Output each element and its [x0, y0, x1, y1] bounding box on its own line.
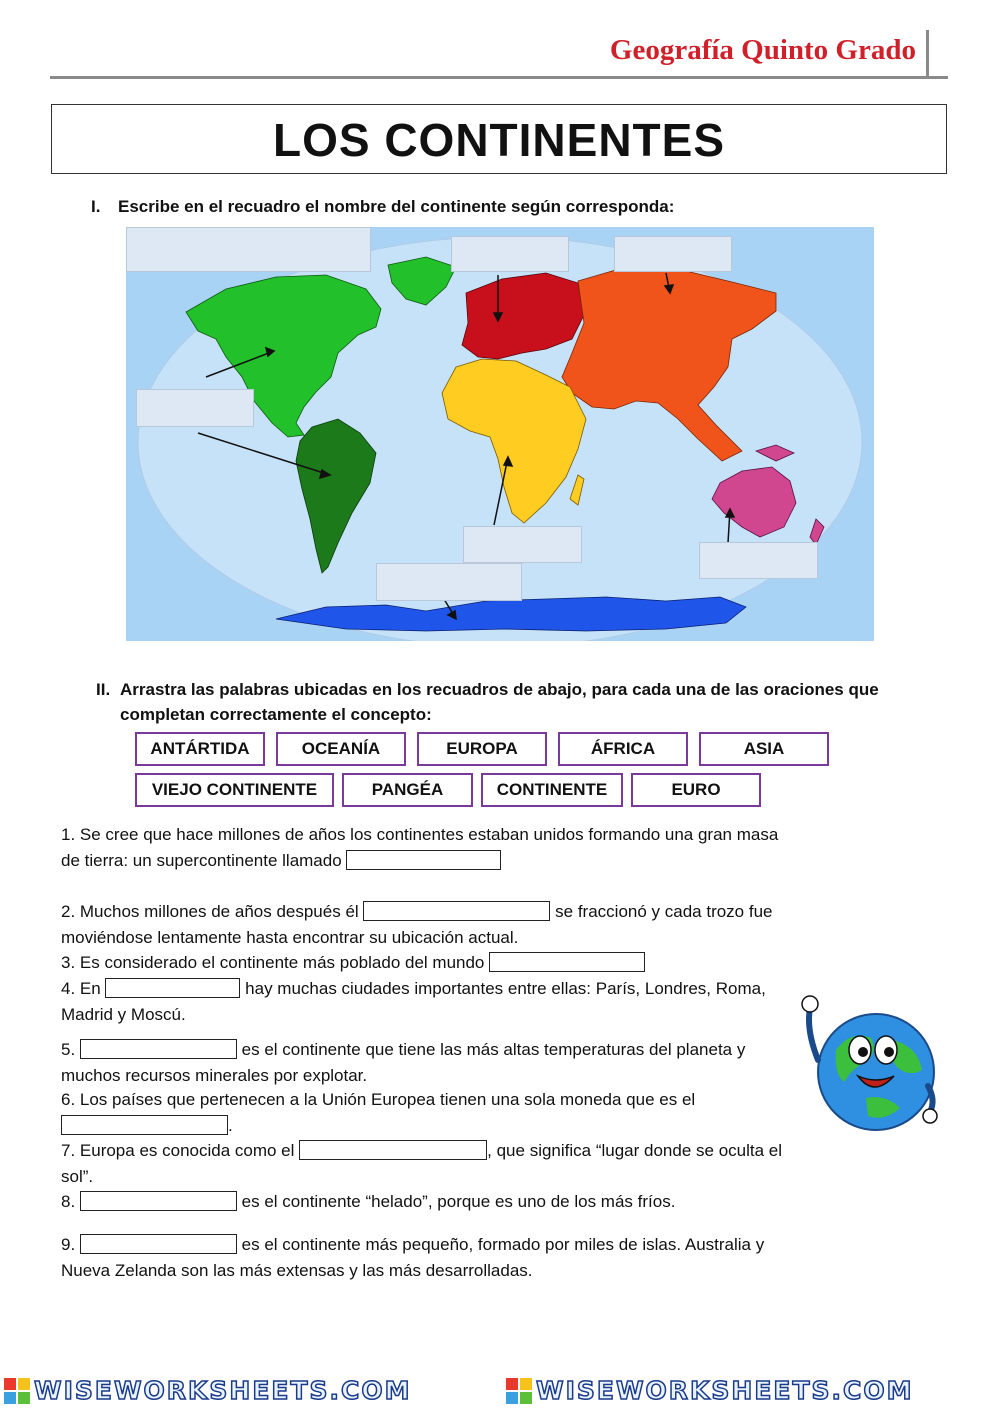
q7-part2: , que significa “lugar donde se oculta el	[487, 1141, 783, 1160]
q8-part1: 8.	[61, 1192, 76, 1211]
word-africa[interactable]: ÁFRICA	[558, 732, 688, 766]
title-box	[51, 104, 947, 174]
blank-6[interactable]	[61, 1115, 228, 1135]
question-7	[61, 1138, 851, 1189]
answer-box-asia[interactable]	[614, 236, 732, 272]
footer-brand-right: WISEWORKSHEETS.COM	[536, 1376, 914, 1405]
section2-instruction-line1: Arrastra las palabras ubicadas en los recuadros de abajo, para cada una de las oraciones que	[120, 680, 879, 699]
word-europa[interactable]: EUROPA	[417, 732, 547, 766]
answer-box-north-america[interactable]	[136, 389, 254, 427]
question-2	[61, 899, 851, 950]
q6-line1: 6. Los países que pertenecen a la Unión Europea tienen una sola moneda que es el	[61, 1090, 696, 1109]
blank-9[interactable]	[80, 1234, 237, 1254]
answer-box-top-left[interactable]	[126, 227, 371, 272]
word-oceania[interactable]: OCEANÍA	[276, 732, 406, 766]
globe-mascot-icon	[796, 990, 941, 1135]
header-divider-vertical	[926, 30, 929, 76]
q2-part2: se fraccionó y cada trozo fue	[555, 902, 773, 921]
answer-box-africa[interactable]	[463, 526, 582, 563]
word-asia[interactable]: ASIA	[699, 732, 829, 766]
question-6	[61, 1087, 851, 1138]
q1-line2: de tierra: un supercontinente llamado	[61, 850, 342, 870]
q2-line2: moviéndose lentamente hasta encontrar su ubicación actual.	[61, 927, 519, 947]
footer-logo-right	[506, 1376, 914, 1405]
q9-line2: Nueva Zelanda son las más extensas y las más desarrolladas.	[61, 1260, 533, 1280]
question-9	[61, 1232, 851, 1283]
word-continente[interactable]: CONTINENTE	[481, 773, 623, 807]
footer-brand-left: WISEWORKSHEETS.COM	[34, 1376, 412, 1405]
q1-line1: 1. Se cree que hace millones de años los continentes estaban unidos formando una gran masa	[61, 825, 779, 844]
q5-part1: 5.	[61, 1040, 76, 1059]
q4-line2: Madrid y Moscú.	[61, 1004, 186, 1024]
footer-logo-left	[4, 1376, 412, 1405]
q9-part1: 9.	[61, 1235, 76, 1254]
section2-numeral: II.	[96, 680, 111, 699]
word-pangea[interactable]: PANGÉA	[342, 773, 473, 807]
q9-part2: es el continente más pequeño, formado por miles de islas. Australia y	[241, 1235, 765, 1254]
q5-line2: muchos recursos minerales por explotar.	[61, 1065, 368, 1085]
q5-part2: es el continente que tiene las más altas temperaturas del planeta y	[241, 1040, 746, 1059]
question-8	[61, 1189, 851, 1215]
blank-8[interactable]	[80, 1191, 237, 1211]
wiseworksheets-logo-icon	[4, 1378, 30, 1404]
question-1	[61, 822, 851, 873]
q7-part1: 7. Europa es conocida como el	[61, 1141, 295, 1160]
blank-3[interactable]	[489, 952, 645, 972]
q4-part2: hay muchas ciudades importantes entre ellas: París, Londres, Roma,	[245, 979, 766, 998]
word-euro[interactable]: EURO	[631, 773, 761, 807]
blank-4[interactable]	[105, 978, 240, 998]
blank-1[interactable]	[346, 850, 501, 870]
answer-box-europe[interactable]	[451, 236, 569, 272]
q2-part1: 2. Muchos millones de años después él	[61, 902, 359, 921]
q6-end: .	[228, 1115, 233, 1135]
section1-instruction: Escribe en el recuadro el nombre del continente según corresponda:	[118, 197, 675, 216]
question-3	[61, 950, 851, 976]
question-4	[61, 976, 851, 1027]
blank-5[interactable]	[80, 1039, 237, 1059]
word-viejo-continente[interactable]: VIEJO CONTINENTE	[135, 773, 334, 807]
blank-7[interactable]	[299, 1140, 487, 1160]
answer-box-antarctica[interactable]	[376, 563, 522, 601]
q8-part2: es el continente “helado”, porque es uno de los más fríos.	[241, 1192, 676, 1211]
q3-text: 3. Es considerado el continente más poblado del mundo	[61, 953, 485, 972]
blank-2[interactable]	[363, 901, 550, 921]
q4-part1: 4. En	[61, 979, 101, 998]
question-5	[61, 1037, 851, 1088]
footer-watermark	[0, 1370, 1000, 1413]
header-divider	[50, 76, 948, 79]
q7-line2: sol”.	[61, 1166, 94, 1186]
word-antartida[interactable]: ANTÁRTIDA	[135, 732, 265, 766]
section2-instruction-line2: completan correctamente el concepto:	[120, 705, 432, 724]
section1-numeral: I.	[91, 197, 101, 216]
page-title: LOS CONTINENTES	[272, 114, 726, 166]
wiseworksheets-logo-icon	[506, 1378, 532, 1404]
answer-box-oceania[interactable]	[699, 542, 818, 579]
world-map	[126, 227, 874, 641]
subject-header: Geografía Quinto Grado	[609, 34, 916, 66]
